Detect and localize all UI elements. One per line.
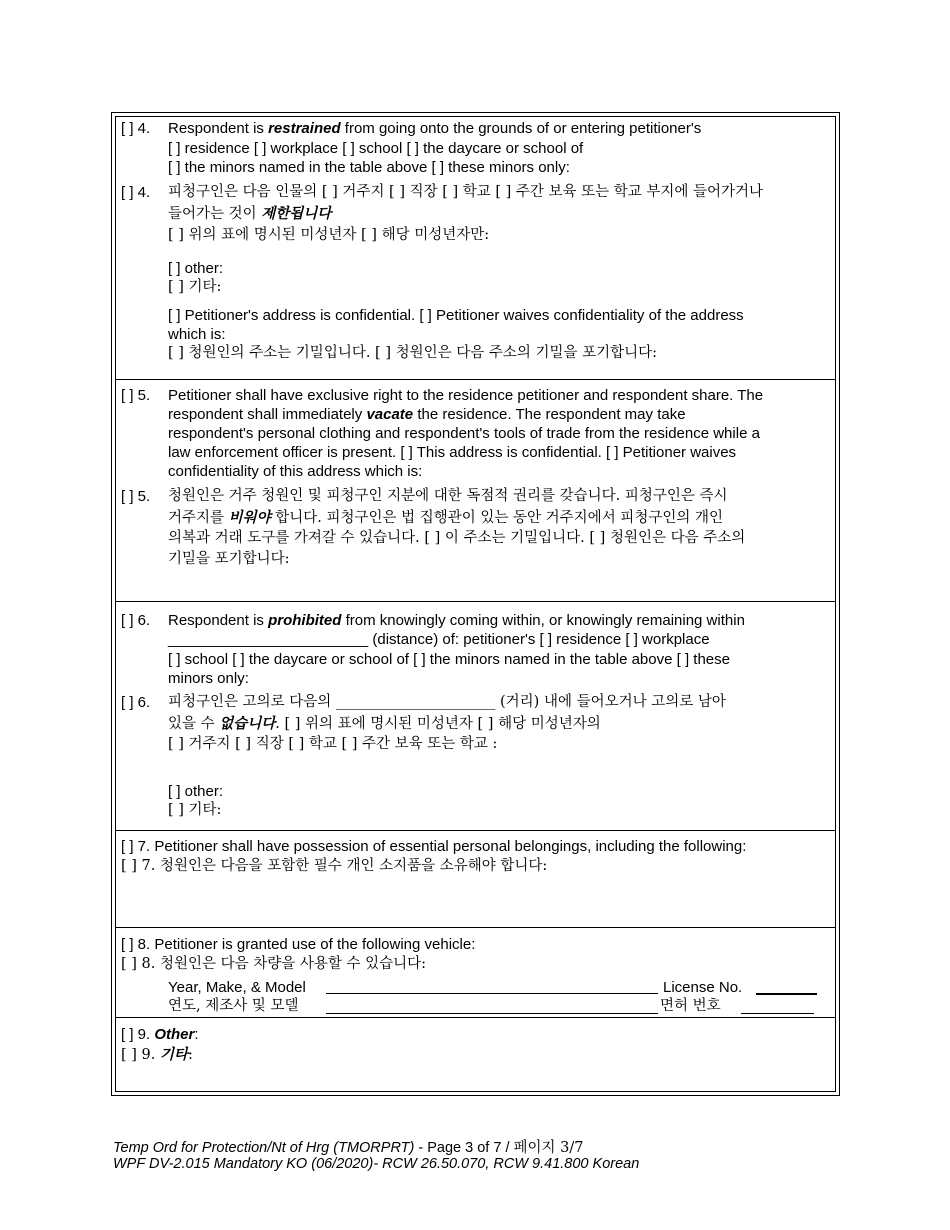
section-4-ko-line1[interactable]: 피청구인은 다음 인물의 [ ] 거주지 [ ] 직장 [ ] 학교 [ ] 주간 보육 또는 학교 부지에 들어가거나 [168,184,764,200]
section-4-ko-line3[interactable]: [ ] 위의 표에 명시된 미성년자 [ ] 해당 미성년자만: [168,227,490,243]
section-6-en-line3[interactable]: [ ] school [ ] the daycare or school of [ ] the minors named in the table above [ ] these [168,651,730,668]
section-8-en[interactable]: [ ] 8. Petitioner is granted use of the following vehicle: [121,936,476,953]
section-8-ko[interactable]: [ ] 8. 청원인은 다음 차량을 사용할 수 있습니다: [121,956,427,972]
section-5-ko-line1: 청원인은 거주 청원인 및 피청구인 지분에 대한 독점적 권리를 갖습니다. 피청구인은 즉시 [168,488,728,504]
vehicle-model-label-ko: 연도, 제조사 및 모델 [168,998,299,1014]
section-6-ko-line2: 있을 수 없습니다. [ ] 위의 표에 명시된 미성년자 [ ] 해당 미성년자의 [168,715,601,732]
license-number-field-ko[interactable] [741,1013,814,1014]
license-number-field[interactable] [756,993,817,995]
section-4-ko-line2: 들어가는 것이 제한됩니다 [168,205,332,222]
section-5-number[interactable]: [ ] 5. [121,387,151,404]
section-7-en[interactable]: [ ] 7. Petitioner shall have possession of essential personal belongings, including the following: [121,838,747,855]
section-4-confidential-en-line2: which is: [168,326,226,343]
section-5-ko-line4: 기밀을 포기합니다: [168,551,290,567]
section-9-en[interactable]: [ ] 9. Other: [121,1026,199,1043]
section-6-number[interactable]: [ ] 6. [121,612,151,629]
section-4-number-ko[interactable]: [ ] 4. [121,184,151,201]
section-7-ko[interactable]: [ ] 7. 청원인은 다음을 포함한 필수 개인 소지품을 소유해야 합니다: [121,858,548,874]
section-4-en-line2[interactable]: [ ] residence [ ] workplace [ ] school [ ] the daycare or school of [168,140,584,157]
vehicle-model-field[interactable] [326,993,658,994]
section-6-en-line4: minors only: [168,670,249,687]
section-5-en-line4[interactable]: law enforcement officer is present. [ ] This address is confidential. [ ] Petitioner waives [168,444,737,461]
section-4-confidential-ko[interactable]: [ ] 청원인의 주소는 기밀입니다. [ ] 청원인은 다음 주소의 기밀을 포기합니다: [168,345,658,361]
section-4-confidential-en-line1[interactable]: [ ] Petitioner's address is confidential. [ ] Petitioner waives confidentiality of the address [168,307,744,324]
license-label-en: License No. [663,979,743,996]
section-5-en-line3: respondent's personal clothing and respondent's tools of trade from the residence while a [168,425,760,442]
section-6-number-ko[interactable]: [ ] 6. [121,694,151,711]
divider-7-8 [116,927,835,928]
section-5-en-line1: Petitioner shall have exclusive right to the residence petitioner and respondent share. The [168,387,764,404]
section-6-other-ko[interactable]: [ ] 기타: [168,802,222,818]
section-4-other-ko[interactable]: [ ] 기타: [168,279,222,295]
section-6-en-line1: Respondent is prohibited from knowingly coming within, or knowingly remaining within [168,612,745,629]
section-4-en-line1: Respondent is restrained from going onto the grounds of or entering petitioner's [168,120,702,137]
section-9-ko[interactable]: [ ] 9. 기타: [121,1046,193,1063]
license-label-ko: 면허 번호 [660,998,721,1014]
section-6-distance-field[interactable]: ________________________ (distance) of: petitioner's [ ] residence [ ] workplace [168,631,710,648]
section-6-ko-line1[interactable]: 피청구인은 고의로 다음의 ______________________ (거리) 내에 들어오거나 고의로 남아 [168,694,726,710]
footer-line1: Temp Ord for Protection/Nt of Hrg (TMORPRT) - Page 3 of 7 / 페이지 3/7 [113,1140,584,1156]
section-4-number[interactable]: [ ] 4. [121,120,151,137]
section-5-number-ko[interactable]: [ ] 5. [121,488,151,505]
vehicle-model-label-en: Year, Make, & Model [168,979,306,996]
divider-6-7 [116,830,835,831]
section-5-ko-line3[interactable]: 의복과 거래 도구를 가져갈 수 있습니다. [ ] 이 주소는 기밀입니다. [ ] 청원인은 다음 주소의 [168,530,746,546]
section-6-ko-line3[interactable]: [ ] 거주지 [ ] 직장 [ ] 학교 [ ] 주간 보육 또는 학교 : [168,736,498,752]
section-5-en-line2: respondent shall immediately vacate the residence. The respondent may take [168,406,686,423]
divider-4-5 [116,379,835,380]
vehicle-model-field-ko[interactable] [326,1013,658,1014]
section-4-other-en[interactable]: [ ] other: [168,260,224,277]
divider-8-9 [116,1017,835,1018]
section-5-ko-line2: 거주지를 비워야 합니다. 피청구인은 법 집행관이 있는 동안 거주지에서 피청구인의 개인 [168,509,723,526]
section-5-en-line5: confidentiality of this address which is: [168,463,423,480]
section-4-en-line3[interactable]: [ ] the minors named in the table above [ ] these minors only: [168,159,570,176]
footer-line2: WPF DV-2.015 Mandatory KO (06/2020)- RCW 26.50.070, RCW 9.41.800 Korean [113,1156,640,1172]
divider-5-6 [116,601,835,602]
section-6-other-en[interactable]: [ ] other: [168,783,224,800]
